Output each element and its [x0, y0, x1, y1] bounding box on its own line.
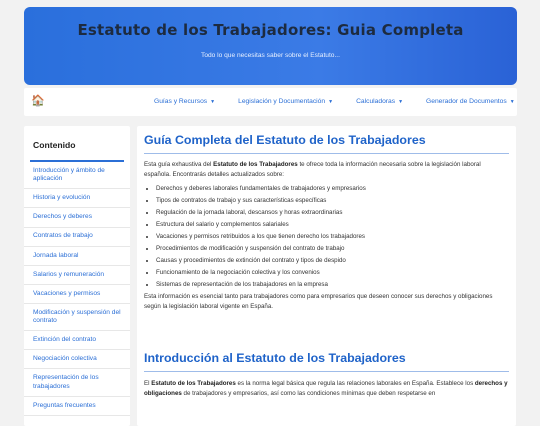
nav-item-label: Calculadoras	[356, 98, 396, 105]
nav-item-generador[interactable]	[426, 98, 515, 105]
nav-menu	[154, 98, 515, 105]
chevron-down-icon: ▼	[328, 99, 334, 105]
toc-item-modificacion[interactable]: Modificación y suspensión del contrato	[24, 304, 130, 331]
section-heading-introduccion: Introducción al Estatuto de los Trabajadores	[144, 351, 406, 366]
closing-paragraph: Esta información es esencial tanto para trabajadores como para empresarios que deseen conocer sus derechos y obligaciones según la legislación laboral vigente en España.	[144, 293, 493, 310]
toc-list	[24, 162, 130, 416]
nav-item-guias[interactable]	[154, 98, 215, 105]
intro-paragraph	[144, 160, 509, 179]
toc-item-preguntas[interactable]: Preguntas frecuentes	[24, 397, 130, 416]
toc-item-jornada[interactable]: Jornada laboral	[24, 247, 130, 266]
page-subtitle: Todo lo que necesitas saber sobre el Estatuto...	[201, 52, 340, 59]
nav-item-label: Generador de Documentos	[426, 98, 507, 105]
list-item: • Funcionamiento de la negociación colectiva y los convenios	[156, 267, 509, 279]
heading-divider	[144, 371, 509, 372]
toc-item-vacaciones[interactable]: Vacaciones y permisos	[24, 285, 130, 304]
list-item: • Procedimientos de modificación y suspensión del contrato de trabajo	[156, 243, 509, 255]
para-text: es la norma legal básica que regula las relaciones laborales en España. Establece los	[235, 380, 475, 388]
nav-item-label: Legislación y Documentación	[238, 98, 326, 105]
para-text: El	[144, 380, 152, 388]
toc-item-extincion[interactable]: Extinción del contrato	[24, 331, 130, 350]
list-item: • Vacaciones y permisos retribuidos a los que tienen derecho los trabajadores	[156, 231, 509, 243]
list-item: • Sistemas de representación de los trabajadores en la empresa	[156, 279, 509, 291]
sidebar-toc	[24, 126, 130, 426]
heading-divider	[144, 153, 509, 154]
nav-item-label: Guías y Recursos	[154, 98, 208, 105]
main-navbar	[24, 88, 517, 116]
toc-item-introduccion[interactable]: Introducción y ámbito de aplicación	[24, 162, 130, 189]
topics-list	[144, 183, 509, 291]
list-item: • Tipos de contratos de trabajo y sus características específicas	[156, 195, 509, 207]
list-item: • Regulación de la jornada laboral, descansos y horas extraordinarias	[156, 207, 509, 219]
toc-item-derechos[interactable]: Derechos y deberes	[24, 208, 130, 227]
para-bold: derechos y obligaciones	[144, 380, 508, 397]
page-header	[24, 7, 517, 85]
chevron-down-icon: ▼	[509, 99, 515, 105]
toc-item-contratos[interactable]: Contratos de trabajo	[24, 228, 130, 247]
intro-text: Esta guía exhaustiva del	[144, 161, 214, 168]
section-paragraph	[144, 379, 509, 398]
para-text: de trabajadores y empresarios, así como las condiciones mínimas que deben respetarse en	[181, 389, 436, 397]
nav-item-legislacion[interactable]	[238, 98, 333, 105]
nav-item-calculadoras[interactable]	[356, 98, 403, 105]
page-title: Estatuto de los Trabajadores: Guia Completa	[77, 21, 464, 39]
toc-item-negociacion[interactable]: Negociación colectiva	[24, 350, 130, 369]
main-content	[137, 126, 516, 426]
main-heading: Guía Completa del Estatuto de los Trabajadores	[144, 133, 426, 147]
sidebar-title: Contenido	[33, 140, 76, 150]
para-bold: Estatuto de los Trabajadores	[151, 380, 236, 388]
toc-item-representacion[interactable]: Representación de los trabajadores	[24, 369, 130, 396]
intro-bold: Estatuto de los Trabajadores	[213, 161, 298, 168]
toc-item-salarios[interactable]: Salarios y remuneración	[24, 266, 130, 285]
home-icon[interactable]: 🏠	[31, 95, 45, 107]
intro-text-end: te ofrece toda la información necesaria sobre la legislación laboral española. Encontrarás detalles actualizados sobre:	[144, 161, 481, 178]
list-item: • Causas y procedimientos de extinción del contrato y tipos de despido	[156, 255, 509, 267]
chevron-down-icon: ▼	[398, 99, 404, 105]
chevron-down-icon: ▼	[210, 99, 216, 105]
list-item: • Estructura del salario y complementos salariales	[156, 219, 509, 231]
toc-item-historia[interactable]: Historia y evolución	[24, 189, 130, 208]
list-item: • Derechos y deberes laborales fundamentales de trabajadores y empresarios	[156, 183, 509, 195]
